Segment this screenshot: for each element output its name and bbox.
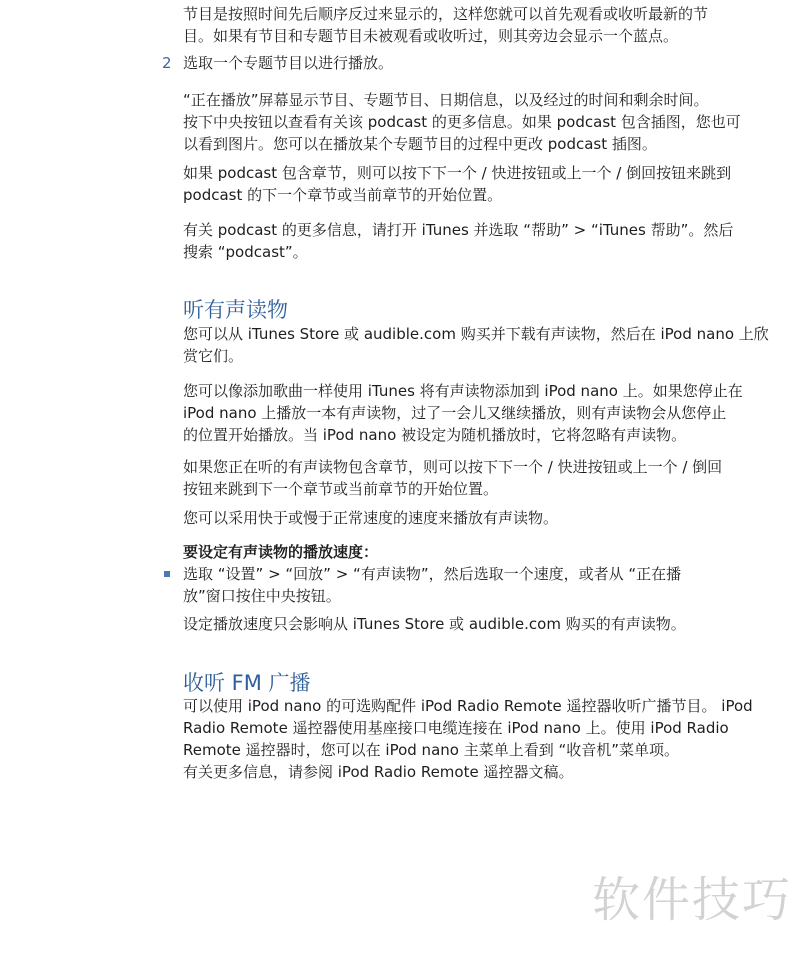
text-line: 节目是按照时间先后顺序反过来显示的，这样您就可以首先观看或收听最新的节: [183, 5, 709, 23]
text-line: 有关更多信息，请参阅 iPod Radio Remote 遥控器文稿。: [183, 763, 574, 781]
text-line: 如果您正在听的有声读物包含章节，则可以按下下一个 / 快进按钮或上一个 / 倒回: [183, 458, 723, 476]
text-line: 目。如果有节目和专题节目未被观看或收听过，则其旁边会显示一个蓝点。: [183, 27, 679, 45]
text-line: 放”窗口按住中央按钮。: [183, 587, 341, 605]
text-line: 搜索 “podcast”。: [183, 243, 308, 261]
text-line: 您可以从 iTunes Store 或 audible.com 购买并下载有声读物，然后在 iPod nano 上欣: [183, 325, 769, 343]
text-line: Remote 遥控器时，您可以在 iPod nano 主菜单上看到 “收音机”菜单项。: [183, 741, 680, 759]
fm-radio-paragraph: [183, 695, 769, 783]
text-line: 的位置开始播放。当 iPod nano 被设定为随机播放时，它将忽略有声读物。: [183, 426, 687, 444]
text-line: 可以使用 iPod nano 的可选购配件 iPod Radio Remote 遥控器收听广播节目。 iPod: [183, 697, 753, 715]
now-playing-paragraph: [183, 89, 769, 155]
text-line: 赏它们。: [183, 347, 244, 365]
podcast-chapters-paragraph: [183, 162, 769, 206]
text-line: 选取 “设置” > “回放” > “有声读物”，然后选取一个速度，或者从 “正在播: [183, 565, 682, 583]
podcast-intro-paragraph: [183, 3, 769, 47]
audiobooks-add-paragraph: [183, 380, 769, 446]
text-line: “正在播放”屏幕显示节目、专题节目、日期信息，以及经过的时间和剩余时间。: [183, 91, 709, 109]
text-line: Radio Remote 遥控器使用基座接口电缆连接在 iPod nano 上。使用 iPod Radio: [183, 719, 729, 737]
audiobooks-buy-paragraph: [183, 323, 769, 367]
text-line: 您可以像添加歌曲一样使用 iTunes 将有声读物添加到 iPod nano 上。如果您停止在: [183, 382, 743, 400]
text-line: 有关 podcast 的更多信息，请打开 iTunes 并选取 “帮助” > “iTunes 帮助”。然后: [183, 221, 734, 239]
step-number: 2: [162, 54, 172, 72]
speed-note-paragraph: 设定播放速度只会影响从 iTunes Store 或 audible.com 购买的有声读物。: [183, 615, 686, 633]
text-line: podcast 的下一个章节或当前章节的开始位置。: [183, 186, 503, 204]
text-line: 如果 podcast 包含章节，则可以按下下一个 / 快进按钮或上一个 / 倒回按钮来跳到: [183, 164, 732, 182]
fm-radio-heading: 收听 FM 广播: [183, 671, 311, 695]
audiobooks-chapter-paragraph: [183, 456, 769, 500]
text-line: iPod nano 上播放一本有声读物，过了一会儿又继续播放，则有声读物会从您停止: [183, 404, 727, 422]
step-2-text: 选取一个专题节目以进行播放。: [183, 54, 394, 72]
bullet-marker: [164, 571, 170, 577]
watermark-text: 软件技巧: [591, 872, 792, 928]
text-line: 以看到图片。您可以在播放某个专题节目的过程中更改 podcast 插图。: [183, 135, 657, 153]
speed-bullet-paragraph: [183, 563, 769, 607]
text-line: 按钮来跳到下一个章节或当前章节的开始位置。: [183, 480, 499, 498]
text-line: 按下中央按钮以查看有关该 podcast 的更多信息。如果 podcast 包含插图，您也可: [183, 113, 741, 131]
speed-setting-heading: 要设定有声读物的播放速度：: [183, 543, 379, 561]
podcast-more-info-paragraph: [183, 219, 769, 263]
audiobooks-speed-paragraph: 您可以采用快于或慢于正常速度的速度来播放有声读物。: [183, 509, 559, 527]
audiobooks-heading: 听有声读物: [183, 298, 288, 322]
